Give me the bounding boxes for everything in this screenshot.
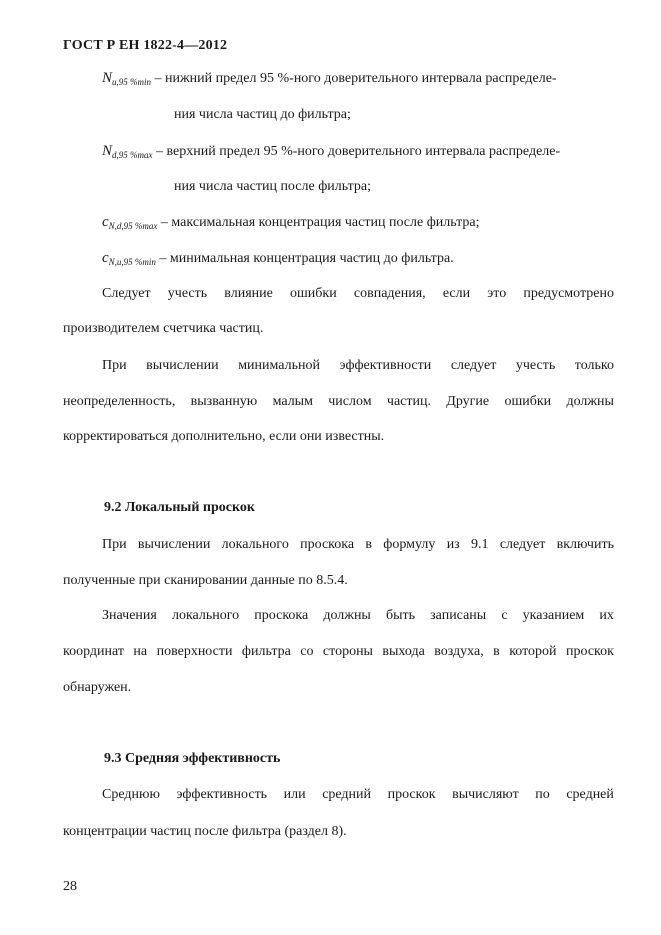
word: учесть [515,358,556,373]
symbol: c [102,250,109,266]
paragraph-line: концентрации частиц после фильтра (раздел 8). [63,824,347,839]
word: проскок [566,644,614,659]
word: в [493,644,500,659]
definition-text: – максимальная концентрация частиц после фильтра; [157,215,480,230]
paragraph-line: полученные при сканировании данные по 8.5.4. [63,573,348,588]
word: минимальной [238,358,320,373]
paragraph-line [102,608,614,624]
symbol-subscript: d,95 %max [112,150,153,160]
word: стороны [322,644,373,659]
word: проскок [387,787,436,802]
word: предусмотрено [523,286,614,301]
symbol-subscript: N,u,95 %min [108,257,156,267]
word: Значения [102,608,157,623]
word: должны [323,608,371,623]
symbol: N [102,70,113,86]
word: совпадения, [353,286,426,301]
section-heading: 9.3 Средняя эффективность [104,751,281,766]
symbol-subscript: u,95 %min [112,77,152,87]
word: эффективность [176,787,268,802]
word: поверхности [156,644,233,659]
word: частиц. [386,394,431,409]
paragraph-line: обнаружен. [63,680,132,695]
word: Среднюю [102,787,160,802]
paragraph-line [63,394,614,410]
word: быть [385,608,416,623]
definition-3 [102,214,480,231]
word: ошибки [290,286,337,301]
word: из [446,537,460,552]
page-number: 28 [63,879,77,894]
word: вычислении [137,537,211,552]
symbol: N [102,143,113,159]
definition-text: – нижний предел 95 %-ного доверительного интервала распределе- [151,71,557,86]
word: их [599,608,614,623]
word: воздуха, [434,644,484,659]
word: средний [322,787,372,802]
word: Другие [446,394,490,409]
word: влияние [224,286,273,301]
word: При [102,358,127,373]
word: указанием [522,608,585,623]
definition-4 [102,250,454,267]
word: выхода [382,644,425,659]
paragraph-line [102,537,614,553]
word: При [102,537,127,552]
word: средней [566,787,614,802]
paragraph-line: производителем счетчика частиц. [63,321,264,336]
section-heading: 9.2 Локальный проскок [104,500,255,515]
word: должны [566,394,614,409]
word: с [501,608,508,623]
word: вызванную [190,394,258,409]
word: малым [272,394,313,409]
word: следует [499,537,546,552]
word: вычислении [146,358,219,373]
word: эффективности [339,358,432,373]
word: которой [509,644,557,659]
word: вычисляют [452,787,519,802]
word: только [574,358,614,373]
word: локального [171,608,240,623]
word: проскока [254,608,309,623]
paragraph-line [102,787,614,803]
definition-1-continuation: ния числа частиц до фильтра; [174,107,351,122]
word: если [442,286,471,301]
word: 9.1 [471,537,489,552]
definition-2 [102,143,560,160]
word: записаны [430,608,487,623]
word: локального [221,537,289,552]
definition-2-continuation: ния числа частиц после фильтра; [174,179,371,194]
word: Следует [102,286,151,301]
definition-text: – верхний предел 95 %-ного доверительного интервала распределе- [152,144,561,159]
word: фильтра [241,644,291,659]
word: ошибки [504,394,552,409]
paragraph-line: корректироваться дополнительно, если они известны. [63,429,385,444]
paragraph-line [63,644,614,660]
definition-1 [102,70,557,87]
word: в [365,537,372,552]
paragraph-line [102,358,614,374]
word: или [283,787,306,802]
word: формулу [383,537,436,552]
word: неопределенность, [63,394,176,409]
word: по [535,787,550,802]
symbol-subscript: N,d,95 %max [108,221,158,231]
paragraph-line [102,286,614,302]
document-header: ГОСТ Р ЕН 1822-4—2012 [63,38,228,53]
word: со [300,644,314,659]
definition-text: – минимальная концентрация частиц до фильтра. [155,251,454,266]
word: учесть [167,286,208,301]
word: координат [63,644,124,659]
word: на [133,644,148,659]
word: это [487,286,507,301]
symbol: c [102,214,109,230]
word: числом [328,394,372,409]
word: следует [450,358,497,373]
word: включить [556,537,614,552]
word: проскока [300,537,355,552]
